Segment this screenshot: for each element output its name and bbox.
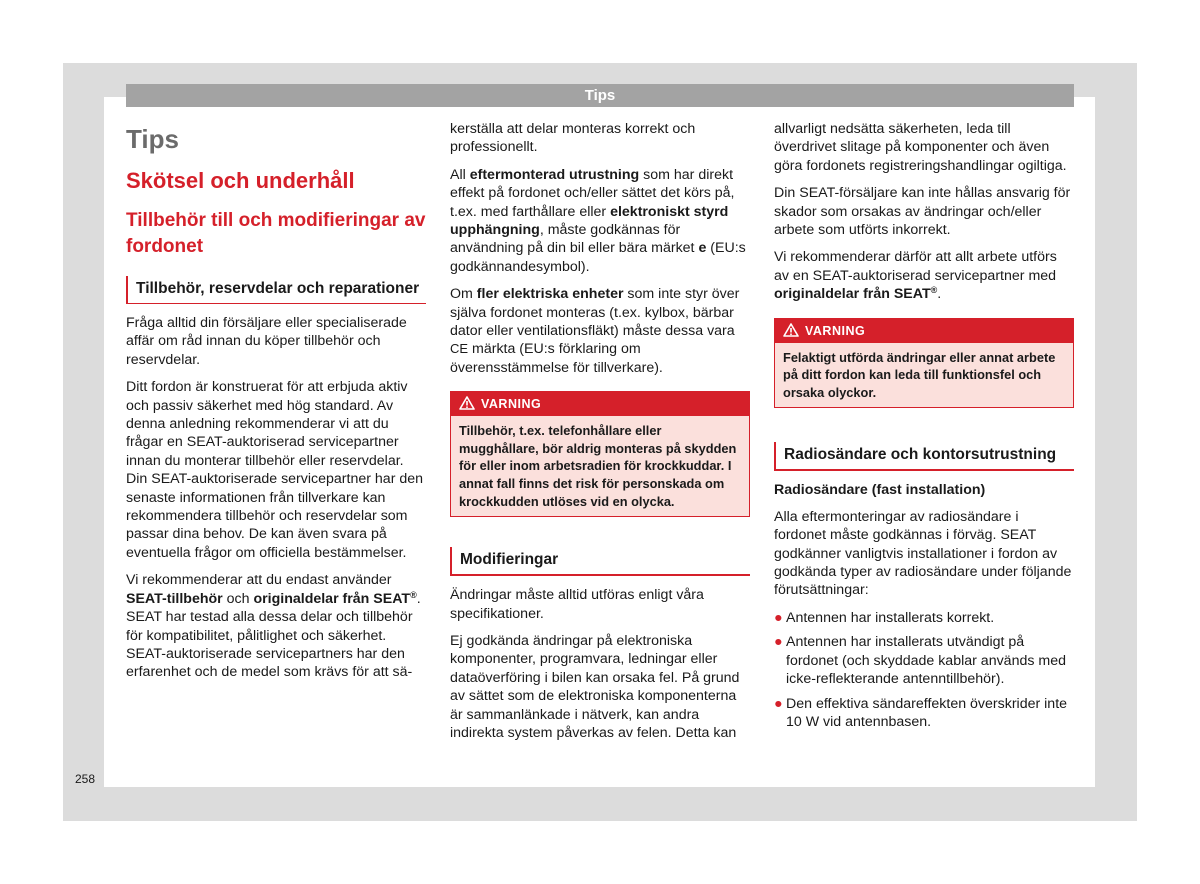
list-item: ● Den effektiva sändareffekten överskrider inte 10 W vid antennbasen. [774, 695, 1068, 730]
subheading-radio-fixed: Radiosändare (fast installation) [774, 482, 986, 499]
column-3 [774, 120, 1074, 737]
paragraph: Alla eftermonteringar av radiosändare i fordonet måste godkännas i förväg. SEAT godkänner vanligtvis installationer i fordon av godkända typer av radiosändare under följande förutsättningar: [774, 508, 1072, 599]
warning-text: Felaktigt utförda ändringar eller annat arbete på ditt fordon kan leda till funktionsfel och orsaka olyckor. [783, 349, 1056, 400]
bullet-icon: ● [774, 695, 783, 712]
column-1 [126, 120, 426, 691]
warning-header: VARNING [451, 392, 749, 416]
paragraph: kerställa att delar monteras korrekt och professionellt. [450, 121, 696, 156]
column-2 [450, 120, 750, 752]
paragraph: Ditt fordon är konstruerat för att erbjuda aktiv och passiv säkerhet med hög standard. Av denna anledning rekommenderar vi att du frågar en SEAT-auktoriserad servicepartner innan du monterar tillbehör eller reservdelar. Din SEAT-auktoriserade servicepartner har den senaste informationen från tillverkare kan rekommendera tillbehör och reservdelar som passar dina behov. De kan även svara på eventuella frågor om officiella bestämmelser. [126, 379, 424, 561]
page-number: 258 [75, 772, 96, 786]
list-item: ● Antennen har installerats utvändigt på fordonet (och skyddade kablar används med icke-reflekterande antenntillbehör). [774, 634, 1066, 688]
subsection-title: Tillbehör till och modifieringar av fordonet [126, 210, 426, 257]
paragraph: Om fler elektriska enheter som inte styr över själva fordonet monteras (t.ex. kylbox, bärbar dator eller ventilationsfläkt) måste dessa vara CE märkta (EU:s förklaring om överensstämmelse för tillverkare). [450, 286, 740, 376]
paragraph: Din SEAT-försäljare kan inte hållas ansvarig för skador som orsakas av ändringar och/eller arbete som utförts inkorrekt. [774, 185, 1071, 239]
warning-triangle-icon [783, 323, 799, 337]
running-header: Tips [126, 84, 1074, 107]
warning-box [774, 318, 1074, 409]
bullet-icon: ● [774, 609, 783, 626]
topic-heading-radio: Radiosändare och kontorsutrustning [774, 442, 1074, 471]
warning-box [450, 391, 750, 517]
list-item: ● Antennen har installerats korrekt. [774, 609, 995, 626]
ce-mark: CE [450, 341, 469, 357]
warning-text: Tillbehör, t.ex. telefonhållare eller mugghållare, bör aldrig monteras på skydden för eller inom arbetsradien för krockkuddar. I annat fall finns det risk för personskada om krockkudden utlöses vid en olycka. [459, 423, 737, 509]
paragraph: All eftermonterad utrustning som har direkt effekt på fordonet och/eller sättet det körs på, t.ex. med farthållare eller elektroniskt styrd upphängning, måste godkännas för användning på din bil eller bära märket e (EU:s godkännandesymbol). [450, 166, 746, 275]
paragraph: Vi rekommenderar att du endast använder SEAT-tillbehör och originaldelar från SEAT®. SEAT har testad alla dessa delar och tillbehör för kompatibilitet, pålitlighet och säkerhet. SEAT-auktoriserade servicepartners har den erfarenhet och de medel som krävs för att sä- [126, 572, 421, 681]
bullet-list [774, 609, 1074, 731]
topic-heading-accessories: Tillbehör, reservdelar och reparationer [126, 276, 426, 304]
section-title: Skötsel och underhåll [126, 168, 355, 193]
chapter-title: Tips [126, 124, 179, 154]
paragraph: allvarligt nedsätta säkerheten, leda till överdrivet slitage på komponenter och även göra fordonets registreringshandlingar ogiltiga. [774, 121, 1067, 174]
bullet-icon: ● [774, 634, 783, 651]
paragraph: Ändringar måste alltid utföras enligt våra specifikationer. [450, 587, 704, 622]
warning-triangle-icon [459, 396, 475, 410]
paragraph: Ej godkända ändringar på elektroniska komponenter, programvara, ledningar eller dataöverföring i bilen kan orsaka fel. På grund av sättet som de elektroniska komponenterna är sammanlänkade i nätverk, kan andra indirekta system påverkas av felen. Detta kan [450, 633, 740, 742]
warning-header: VARNING [775, 319, 1073, 343]
paragraph: Vi rekommenderar därför att allt arbete utförs av en SEAT-auktoriserad servicepartner med originaldelar från SEAT®. [774, 249, 1057, 303]
topic-heading-modifications: Modifieringar [450, 547, 750, 576]
paragraph: Fråga alltid din försäljare eller specialiserade affär om råd innan du köper tillbehör och reservdelar. [126, 315, 407, 368]
